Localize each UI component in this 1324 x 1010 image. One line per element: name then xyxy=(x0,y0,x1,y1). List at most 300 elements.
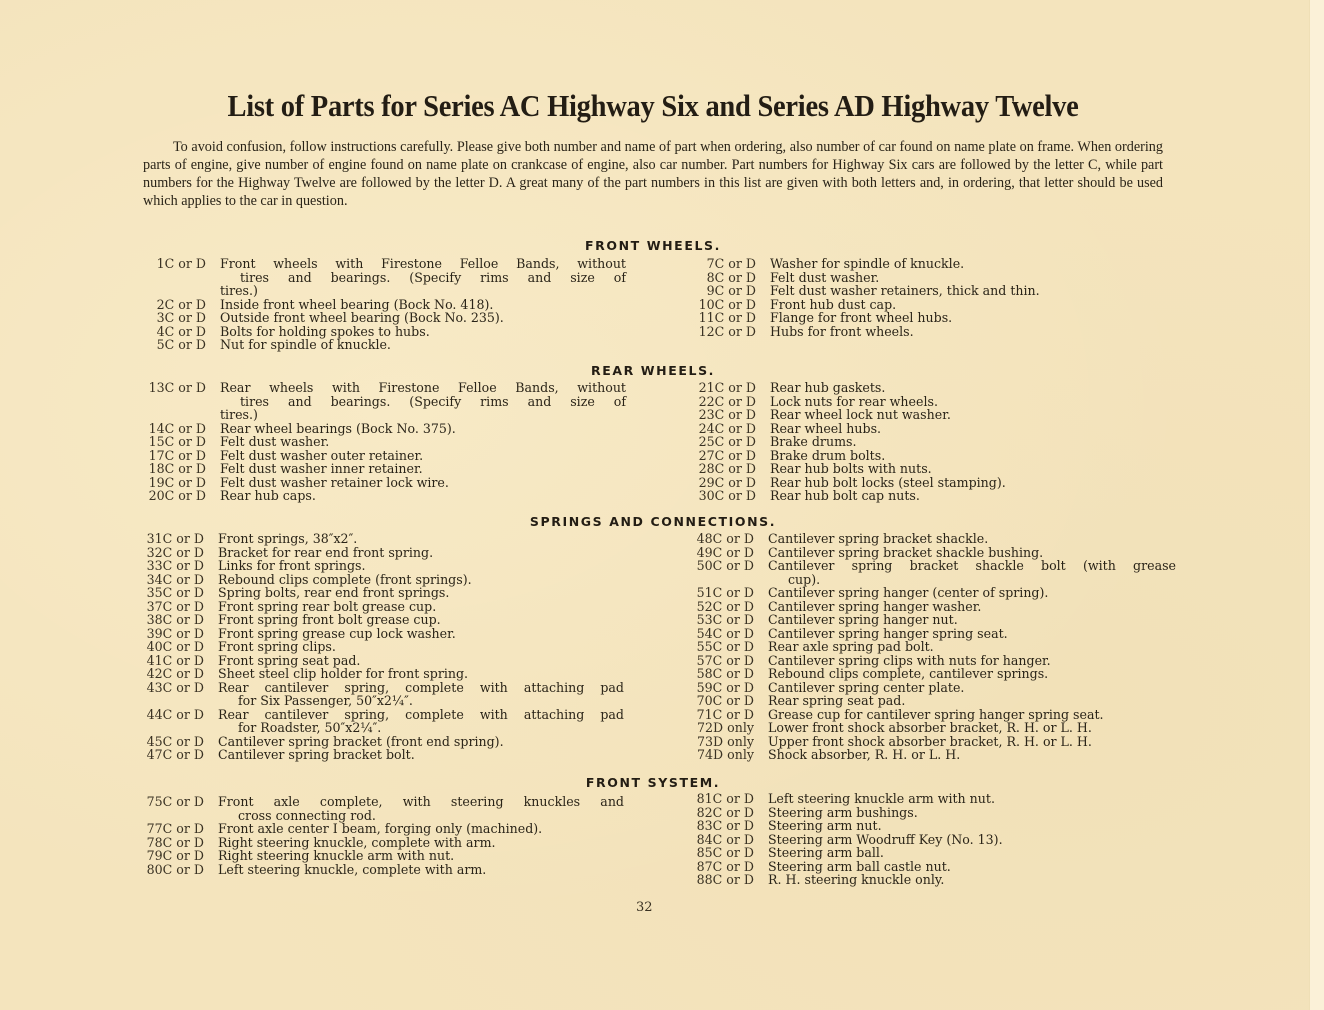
part-number: 48C or D xyxy=(696,531,754,546)
part-number: 59C or D xyxy=(696,679,754,695)
part-number: 4C or D xyxy=(156,323,206,339)
part-row xyxy=(664,735,1176,749)
part-description-line: Rear hub bolt locks (steel stamping). xyxy=(770,474,1006,490)
part-description-line: Cantilever spring bracket shackle. xyxy=(768,531,989,546)
part-description-line: Rear spring seat pad. xyxy=(768,693,906,708)
part-number: 77C or D xyxy=(146,821,204,836)
part-description-line: tires and bearings. (Specify rims and size of xyxy=(240,393,626,409)
part-description-line: Cantilever spring hanger spring seat. xyxy=(768,625,1008,641)
part-description xyxy=(204,708,624,735)
part-number: 10C or D xyxy=(698,296,756,312)
part-description-line: Cantilever spring hanger nut. xyxy=(768,612,958,627)
part-description-line: Lower front shock absorber bracket, R. H. or L. H. xyxy=(768,720,1092,735)
part-row xyxy=(140,836,624,850)
part-description xyxy=(756,311,1124,325)
part-number: 70C or D xyxy=(696,693,754,708)
part-number: 5C or D xyxy=(156,337,206,352)
part-description xyxy=(204,681,624,708)
part-description xyxy=(206,449,626,463)
part-description xyxy=(754,873,1124,887)
part-description xyxy=(754,546,1176,560)
springs-right-column xyxy=(664,532,1176,762)
part-description xyxy=(756,435,1124,449)
part-row xyxy=(140,311,626,325)
part-description xyxy=(206,476,626,490)
part-description xyxy=(754,806,1124,820)
section-heading-springs-and-connections: SPRINGS AND CONNECTIONS. xyxy=(529,514,777,529)
part-description xyxy=(204,573,624,587)
part-number: 22C or D xyxy=(698,393,756,409)
part-row xyxy=(664,381,1124,395)
part-row xyxy=(140,338,626,352)
part-row xyxy=(664,721,1176,735)
part-description xyxy=(204,654,624,668)
part-number: 37C or D xyxy=(146,598,204,614)
part-description-line: Cantilever spring clips with nuts for hanger. xyxy=(768,652,1051,668)
part-number: 57C or D xyxy=(696,652,754,668)
part-description xyxy=(206,422,626,436)
part-row xyxy=(140,489,626,503)
part-number: 33C or D xyxy=(146,558,204,573)
part-number: 50C or D xyxy=(696,558,754,573)
front-wheels-right-column xyxy=(664,257,1124,338)
part-number: 9C or D xyxy=(706,283,756,298)
part-description xyxy=(754,721,1176,735)
part-description xyxy=(754,667,1176,681)
part-row xyxy=(664,435,1124,449)
part-description-line: Links for front springs. xyxy=(218,558,366,573)
part-number: 54C or D xyxy=(696,625,754,641)
part-description-line: Rear hub gaskets. xyxy=(770,380,886,395)
part-description-line: Steering arm ball. xyxy=(768,845,884,860)
part-row xyxy=(664,627,1176,641)
part-number: 40C or D xyxy=(146,639,204,654)
part-description-line: Steering arm ball castle nut. xyxy=(768,858,951,874)
part-row xyxy=(664,833,1124,847)
part-row xyxy=(664,476,1124,490)
part-description xyxy=(206,435,626,449)
part-row xyxy=(140,613,624,627)
part-description-line: Cantilever spring bracket bolt. xyxy=(218,747,415,762)
part-row xyxy=(664,792,1124,806)
part-number: 43C or D xyxy=(146,679,204,695)
part-number: 18C or D xyxy=(148,461,206,476)
part-description-line: Front spring grease cup lock washer. xyxy=(218,625,456,641)
part-row xyxy=(664,640,1176,654)
part-row xyxy=(664,271,1124,285)
part-description-line: tires.) xyxy=(220,407,258,422)
part-description xyxy=(206,325,626,339)
part-number: 13C or D xyxy=(148,380,206,395)
part-number: 39C or D xyxy=(146,625,204,641)
part-description-line: Bolts for holding spokes to hubs. xyxy=(220,323,430,339)
part-number: 82C or D xyxy=(696,804,754,820)
part-description-line: Cantilever spring bracket (front end spring). xyxy=(218,733,504,749)
part-description xyxy=(756,395,1124,409)
part-description-line: Rear hub bolt cap nuts. xyxy=(770,488,920,503)
part-number: 73D only xyxy=(697,733,754,749)
part-description-line: for Roadster, 50″x2¼″. xyxy=(238,720,382,735)
part-description xyxy=(754,613,1176,627)
part-description xyxy=(204,822,624,836)
part-row xyxy=(140,708,624,735)
part-row xyxy=(140,257,626,298)
part-description-line: Felt dust washer. xyxy=(770,269,880,285)
part-row xyxy=(664,489,1124,503)
part-description-line: Cantilever spring bracket shackle bolt (with grease xyxy=(768,558,1176,573)
part-description xyxy=(754,640,1176,654)
part-description-line: R. H. steering knuckle only. xyxy=(768,872,945,887)
part-row xyxy=(664,449,1124,463)
part-row xyxy=(664,408,1124,422)
part-description xyxy=(756,408,1124,422)
part-number: 88C or D xyxy=(696,872,754,887)
part-number: 14C or D xyxy=(148,420,206,436)
part-number: 2C or D xyxy=(156,296,206,312)
part-description xyxy=(756,422,1124,436)
part-description-line: Cantilever spring center plate. xyxy=(768,679,965,695)
part-row xyxy=(664,546,1176,560)
part-description xyxy=(204,546,624,560)
part-row xyxy=(664,395,1124,409)
part-description xyxy=(754,627,1176,641)
page-edge xyxy=(1309,0,1324,1010)
part-description-line: Front axle center I beam, forging only (machined). xyxy=(218,821,543,836)
part-row xyxy=(140,654,624,668)
part-description-line: tires.) xyxy=(220,283,258,298)
part-description-line: Front wheels with Firestone Felloe Bands, without xyxy=(220,256,626,271)
part-row xyxy=(140,476,626,490)
part-description xyxy=(204,627,624,641)
part-description-line: for Six Passenger, 50″x2¼″. xyxy=(238,693,413,708)
part-description xyxy=(204,748,624,762)
part-number: 15C or D xyxy=(148,434,206,449)
part-description xyxy=(204,640,624,654)
part-row xyxy=(140,735,624,749)
part-description xyxy=(204,559,624,573)
part-description-line: Flange for front wheel hubs. xyxy=(770,310,953,325)
part-number: 84C or D xyxy=(696,831,754,847)
part-description xyxy=(754,708,1176,722)
part-row xyxy=(664,748,1176,762)
part-description-line: Brake drums. xyxy=(770,434,857,449)
part-number: 32C or D xyxy=(146,544,204,560)
part-row xyxy=(140,640,624,654)
part-row xyxy=(140,546,624,560)
part-description-line: Left steering knuckle arm with nut. xyxy=(768,791,995,806)
part-description xyxy=(206,381,626,422)
part-number: 79C or D xyxy=(146,848,204,863)
part-description-line: Brake drum bolts. xyxy=(770,447,886,463)
part-description-line: Front springs, 38″x2″. xyxy=(218,531,358,546)
part-description-line: Rear wheels with Firestone Felloe Bands, without xyxy=(220,380,626,395)
rear-wheels-left-column xyxy=(140,381,626,503)
part-number: 34C or D xyxy=(146,571,204,587)
part-number: 27C or D xyxy=(698,447,756,463)
part-number: 42C or D xyxy=(146,666,204,681)
part-number: 78C or D xyxy=(146,834,204,850)
front-system-left-column xyxy=(140,795,624,876)
part-number: 38C or D xyxy=(146,612,204,627)
part-number: 11C or D xyxy=(698,310,756,325)
part-number: 72D only xyxy=(697,720,754,735)
part-number: 44C or D xyxy=(146,706,204,722)
part-description xyxy=(756,271,1124,285)
part-description-line: Felt dust washer outer retainer. xyxy=(220,447,424,463)
part-row xyxy=(140,449,626,463)
part-number: 29C or D xyxy=(698,474,756,490)
part-description-line: Rear hub caps. xyxy=(220,488,316,503)
part-description xyxy=(206,298,626,312)
part-row xyxy=(664,819,1124,833)
part-row xyxy=(664,613,1176,627)
part-number: 41C or D xyxy=(146,652,204,668)
part-number: 3C or D xyxy=(156,310,206,325)
part-description xyxy=(206,462,626,476)
part-description xyxy=(756,298,1124,312)
part-row xyxy=(664,667,1176,681)
part-description-line: Left steering knuckle, complete with arm. xyxy=(218,861,487,877)
part-description xyxy=(754,654,1176,668)
part-description-line: Rear wheel hubs. xyxy=(770,420,882,436)
part-number: 31C or D xyxy=(146,531,204,546)
part-row xyxy=(140,822,624,836)
part-description-line: Rear cantilever spring, complete with attaching pad xyxy=(218,679,624,695)
part-row xyxy=(664,600,1176,614)
part-description-line: Front spring front bolt grease cup. xyxy=(218,612,441,627)
part-number: 87C or D xyxy=(696,858,754,874)
part-description xyxy=(754,681,1176,695)
part-description-line: Nut for spindle of knuckle. xyxy=(220,337,391,352)
part-description-line: Front spring clips. xyxy=(218,639,336,654)
part-row xyxy=(664,654,1176,668)
part-description xyxy=(204,849,624,863)
part-description-line: Washer for spindle of knuckle. xyxy=(770,256,965,271)
part-description-line: Cantilever spring bracket shackle bushing. xyxy=(768,544,1044,560)
part-description-line: Felt dust washer retainer lock wire. xyxy=(220,474,449,490)
part-number: 83C or D xyxy=(696,818,754,833)
part-row xyxy=(140,627,624,641)
part-description-line: Front axle complete, with steering knuckles and xyxy=(218,794,624,809)
part-description-line: Lock nuts for rear wheels. xyxy=(770,393,938,409)
section-heading-front-wheels: FRONT WHEELS. xyxy=(585,238,721,253)
part-row xyxy=(140,573,624,587)
part-description xyxy=(754,694,1176,708)
front-wheels-left-column xyxy=(140,257,626,352)
part-description xyxy=(204,735,624,749)
part-number: 28C or D xyxy=(698,461,756,476)
part-description xyxy=(756,381,1124,395)
page-title: List of Parts for Series AC Highway Six and Series AD Highway Twelve xyxy=(227,88,1079,123)
part-row xyxy=(664,708,1176,722)
part-row xyxy=(664,873,1124,887)
part-row xyxy=(140,435,626,449)
part-row xyxy=(140,748,624,762)
part-number: 85C or D xyxy=(696,845,754,860)
part-description xyxy=(204,600,624,614)
part-description xyxy=(756,257,1124,271)
part-number: 47C or D xyxy=(146,747,204,762)
part-row xyxy=(664,298,1124,312)
part-row xyxy=(664,325,1124,339)
part-description-line: Shock absorber, R. H. or L. H. xyxy=(768,747,961,762)
part-row xyxy=(140,325,626,339)
part-description-line: Rear cantilever spring, complete with attaching pad xyxy=(218,706,624,722)
part-row xyxy=(664,311,1124,325)
part-description xyxy=(206,338,626,352)
part-number: 24C or D xyxy=(698,420,756,436)
part-description xyxy=(756,449,1124,463)
section-heading-front-system: FRONT SYSTEM. xyxy=(585,775,721,790)
part-description xyxy=(206,257,626,298)
part-row xyxy=(140,532,624,546)
part-description xyxy=(756,325,1124,339)
part-number: 80C or D xyxy=(146,861,204,877)
part-description-line: Right steering knuckle, complete with arm. xyxy=(218,834,496,850)
part-number: 17C or D xyxy=(148,447,206,463)
part-number: 74D only xyxy=(697,747,754,762)
part-description xyxy=(754,532,1176,546)
part-description xyxy=(754,586,1176,600)
part-description-line: Cantilever spring hanger (center of spring). xyxy=(768,585,1049,600)
part-number: 71C or D xyxy=(696,706,754,722)
part-description-line: Felt dust washer retainers, thick and thin. xyxy=(770,283,1040,298)
part-number: 30C or D xyxy=(698,488,756,503)
part-description-line: Felt dust washer. xyxy=(220,434,330,449)
part-row xyxy=(140,462,626,476)
part-row xyxy=(140,849,624,863)
part-number: 51C or D xyxy=(696,585,754,600)
part-row xyxy=(664,586,1176,600)
part-number: 58C or D xyxy=(696,666,754,681)
part-description-line: Rear hub bolts with nuts. xyxy=(770,461,932,476)
part-number: 53C or D xyxy=(696,612,754,627)
part-number: 81C or D xyxy=(696,791,754,806)
part-number: 25C or D xyxy=(698,434,756,449)
part-row xyxy=(664,846,1124,860)
part-number: 19C or D xyxy=(148,474,206,490)
part-description-line: Rebound clips complete, cantilever springs. xyxy=(768,666,1049,681)
part-description xyxy=(756,462,1124,476)
part-description xyxy=(754,819,1124,833)
part-number: 21C or D xyxy=(698,380,756,395)
part-description-line: Spring bolts, rear end front springs. xyxy=(218,585,450,600)
part-number: 35C or D xyxy=(146,585,204,600)
part-description xyxy=(204,863,624,877)
part-number: 8C or D xyxy=(706,269,756,285)
part-description-line: Right steering knuckle arm with nut. xyxy=(218,848,455,863)
part-number: 52C or D xyxy=(696,598,754,614)
part-description xyxy=(754,833,1124,847)
part-number: 23C or D xyxy=(698,407,756,422)
part-row xyxy=(140,298,626,312)
part-description xyxy=(204,836,624,850)
part-description-line: Hubs for front wheels. xyxy=(770,323,914,339)
part-description xyxy=(204,532,624,546)
front-system-right-column xyxy=(664,792,1124,887)
part-description-line: Cantilever spring hanger washer. xyxy=(768,598,982,614)
part-row xyxy=(140,600,624,614)
part-row xyxy=(664,806,1124,820)
part-number: 49C or D xyxy=(696,544,754,560)
part-description-line: Steering arm Woodruff Key (No. 13). xyxy=(768,831,1003,847)
part-description-line: Front spring rear bolt grease cup. xyxy=(218,598,437,614)
part-description-line: Sheet steel clip holder for front spring. xyxy=(218,666,469,681)
part-row xyxy=(664,422,1124,436)
part-description xyxy=(204,586,624,600)
part-description xyxy=(756,284,1124,298)
part-description-line: Grease cup for cantilever spring hanger spring seat. xyxy=(768,706,1104,722)
intro-paragraph: To avoid confusion, follow instructions carefully. Please give both number and name of part when ordering, also number of car found on name plate on frame. When ordering parts of engine, give number of engine found on name plate on crankcase of engine, also car number. Part numbers for Highway Six cars are followed by the letter C, while part numbers for the Highway Twelve are followed by the letter D. A great many of the part numbers in this list are given with both letters and, in ordering, that letter should be used which applies to the car in question. xyxy=(143,139,1163,209)
part-row xyxy=(140,559,624,573)
part-description xyxy=(754,735,1176,749)
part-description-line: Outside front wheel bearing (Bock No. 235). xyxy=(220,310,504,325)
part-description-line: Front spring seat pad. xyxy=(218,652,361,668)
part-number: 45C or D xyxy=(146,733,204,749)
part-description xyxy=(754,559,1176,586)
part-row xyxy=(664,694,1176,708)
part-description xyxy=(206,311,626,325)
part-description xyxy=(754,860,1124,874)
part-description-line: cross connecting rod. xyxy=(238,807,376,823)
page-number: 32 xyxy=(636,900,653,915)
part-row xyxy=(140,422,626,436)
part-number: 20C or D xyxy=(148,488,206,503)
part-row xyxy=(664,532,1176,546)
part-description xyxy=(206,489,626,503)
part-description-line: tires and bearings. (Specify rims and size of xyxy=(240,269,626,285)
part-description xyxy=(754,748,1176,762)
part-row xyxy=(664,284,1124,298)
springs-left-column xyxy=(140,532,624,762)
part-number: 12C or D xyxy=(698,323,756,339)
part-description xyxy=(204,795,624,822)
part-description xyxy=(204,613,624,627)
part-number: 1C or D xyxy=(156,256,206,271)
part-description xyxy=(754,846,1124,860)
part-row xyxy=(140,586,624,600)
part-row xyxy=(664,462,1124,476)
part-number: 7C or D xyxy=(706,256,756,271)
part-description-line: Upper front shock absorber bracket, R. H. or L. H. xyxy=(768,733,1092,749)
rear-wheels-right-column xyxy=(664,381,1124,503)
part-description xyxy=(754,792,1124,806)
part-description xyxy=(756,489,1124,503)
part-description-line: Steering arm nut. xyxy=(768,818,882,833)
part-description-line: Inside front wheel bearing (Bock No. 418). xyxy=(220,296,494,312)
part-description-line: Front hub dust cap. xyxy=(770,296,897,312)
part-row xyxy=(664,559,1176,586)
part-row xyxy=(140,795,624,822)
part-description-line: Bracket for rear end front spring. xyxy=(218,544,434,560)
part-row xyxy=(140,667,624,681)
part-description-line: Rear axle spring pad bolt. xyxy=(768,639,934,654)
part-number: 75C or D xyxy=(146,794,204,809)
part-description-line: Felt dust washer inner retainer. xyxy=(220,461,423,476)
part-description xyxy=(204,667,624,681)
part-description-line: Rear wheel lock nut washer. xyxy=(770,407,951,422)
part-row xyxy=(140,681,624,708)
part-description xyxy=(756,476,1124,490)
part-row xyxy=(140,863,624,877)
part-number: 55C or D xyxy=(696,639,754,654)
part-row xyxy=(664,860,1124,874)
part-row xyxy=(664,257,1124,271)
part-row xyxy=(140,381,626,422)
section-heading-rear-wheels: REAR WHEELS. xyxy=(590,363,716,378)
part-description-line: Rebound clips complete (front springs). xyxy=(218,571,472,587)
part-row xyxy=(664,681,1176,695)
